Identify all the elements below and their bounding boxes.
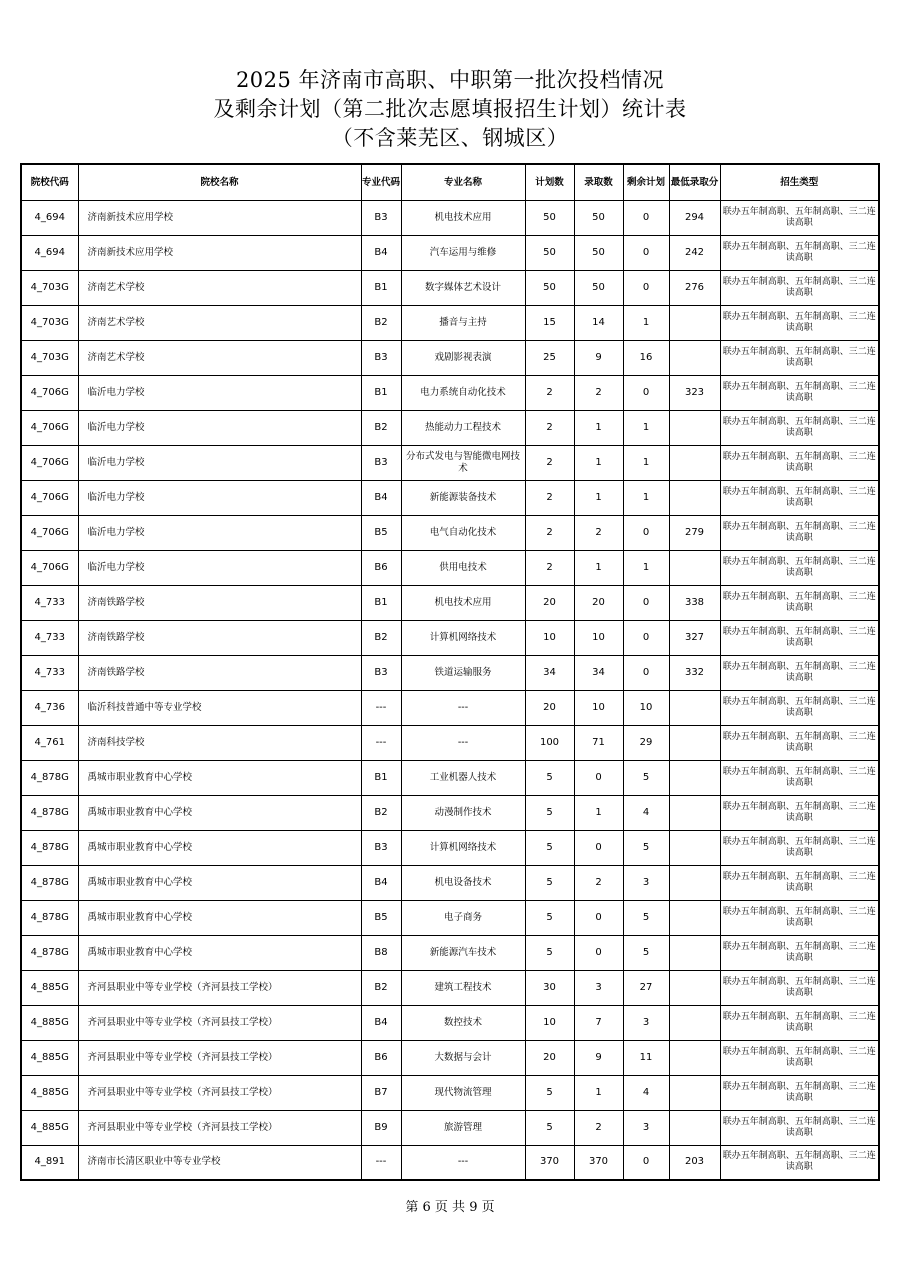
cell-major-code: B1: [361, 760, 401, 795]
cell-school-code: 4_878G: [21, 865, 78, 900]
cell-school-name: 禹城市职业教育中心学校: [78, 935, 361, 970]
cell-plan: 10: [525, 1005, 574, 1040]
cell-admitted: 1: [574, 410, 623, 445]
cell-plan: 5: [525, 935, 574, 970]
table-row: [21, 1005, 879, 1040]
cell-school-name: 禹城市职业教育中心学校: [78, 900, 361, 935]
cell-plan: 5: [525, 900, 574, 935]
cell-plan: 5: [525, 795, 574, 830]
cell-school-code: 4_885G: [21, 1110, 78, 1145]
cell-remaining: 0: [623, 200, 669, 235]
cell-major-name: ---: [401, 1145, 525, 1180]
cell-admitted: 50: [574, 235, 623, 270]
cell-school-name: 齐河县职业中等专业学校（齐河县技工学校）: [78, 1075, 361, 1110]
cell-major-code: ---: [361, 725, 401, 760]
cell-remaining: 1: [623, 410, 669, 445]
cell-min-score: [669, 445, 720, 480]
cell-remaining: 4: [623, 1075, 669, 1110]
cell-min-score: 332: [669, 655, 720, 690]
cell-plan: 370: [525, 1145, 574, 1180]
cell-school-name: 济南新技术应用学校: [78, 235, 361, 270]
cell-major-name: 机电设备技术: [401, 865, 525, 900]
cell-major-code: B3: [361, 655, 401, 690]
cell-min-score: [669, 725, 720, 760]
cell-type: 联办五年制高职、五年制高职、三二连读高职: [720, 760, 879, 795]
header-school-code: 院校代码: [21, 164, 78, 200]
cell-min-score: [669, 970, 720, 1005]
cell-major-code: B3: [361, 340, 401, 375]
cell-plan: 2: [525, 480, 574, 515]
cell-school-code: 4_706G: [21, 410, 78, 445]
cell-plan: 100: [525, 725, 574, 760]
cell-admitted: 1: [574, 480, 623, 515]
cell-major-code: B2: [361, 410, 401, 445]
cell-remaining: 11: [623, 1040, 669, 1075]
cell-min-score: [669, 305, 720, 340]
header-remaining: 剩余计划: [623, 164, 669, 200]
cell-school-code: 4_736: [21, 690, 78, 725]
cell-major-name: 建筑工程技术: [401, 970, 525, 1005]
cell-school-code: 4_878G: [21, 760, 78, 795]
header-type: 招生类型: [720, 164, 879, 200]
cell-school-name: 济南铁路学校: [78, 655, 361, 690]
header-school-name: 院校名称: [78, 164, 361, 200]
cell-remaining: 0: [623, 515, 669, 550]
cell-school-name: 济南艺术学校: [78, 340, 361, 375]
table-row: [21, 200, 879, 235]
cell-school-code: 4_733: [21, 620, 78, 655]
cell-major-code: B2: [361, 305, 401, 340]
cell-school-code: 4_703G: [21, 305, 78, 340]
table-row: [21, 760, 879, 795]
cell-type: 联办五年制高职、五年制高职、三二连读高职: [720, 270, 879, 305]
cell-school-code: 4_885G: [21, 1075, 78, 1110]
cell-school-name: 临沂科技普通中等专业学校: [78, 690, 361, 725]
cell-school-name: 临沂电力学校: [78, 480, 361, 515]
cell-min-score: [669, 865, 720, 900]
cell-min-score: [669, 830, 720, 865]
cell-admitted: 2: [574, 865, 623, 900]
cell-type: 联办五年制高职、五年制高职、三二连读高职: [720, 620, 879, 655]
cell-school-code: 4_885G: [21, 1005, 78, 1040]
cell-admitted: 71: [574, 725, 623, 760]
table-row: [21, 1040, 879, 1075]
cell-major-name: 计算机网络技术: [401, 620, 525, 655]
cell-min-score: 242: [669, 235, 720, 270]
cell-remaining: 5: [623, 935, 669, 970]
cell-min-score: 276: [669, 270, 720, 305]
cell-school-name: 临沂电力学校: [78, 410, 361, 445]
table-row: [21, 515, 879, 550]
cell-school-name: 济南市长清区职业中等专业学校: [78, 1145, 361, 1180]
cell-school-name: 济南艺术学校: [78, 305, 361, 340]
cell-min-score: 327: [669, 620, 720, 655]
cell-major-code: B2: [361, 970, 401, 1005]
cell-major-code: B4: [361, 1005, 401, 1040]
cell-admitted: 20: [574, 585, 623, 620]
cell-school-name: 济南科技学校: [78, 725, 361, 760]
cell-plan: 5: [525, 1075, 574, 1110]
cell-min-score: [669, 1110, 720, 1145]
cell-school-name: 禹城市职业教育中心学校: [78, 830, 361, 865]
document-title: [0, 66, 900, 153]
cell-major-name: 播音与主持: [401, 305, 525, 340]
cell-school-code: 4_878G: [21, 830, 78, 865]
cell-major-name: 铁道运输服务: [401, 655, 525, 690]
cell-school-name: 临沂电力学校: [78, 515, 361, 550]
cell-type: 联办五年制高职、五年制高职、三二连读高职: [720, 585, 879, 620]
table-row: [21, 1075, 879, 1110]
cell-school-name: 济南新技术应用学校: [78, 200, 361, 235]
title-line-2: 及剩余计划（第二批次志愿填报招生计划）统计表: [213, 97, 687, 121]
cell-plan: 10: [525, 620, 574, 655]
header-min-score: 最低录取分: [669, 164, 720, 200]
cell-plan: 5: [525, 830, 574, 865]
page-footer: [0, 1196, 900, 1215]
cell-school-name: 齐河县职业中等专业学校（齐河县技工学校）: [78, 1110, 361, 1145]
cell-min-score: [669, 1005, 720, 1040]
cell-school-code: 4_703G: [21, 270, 78, 305]
cell-major-name: 动漫制作技术: [401, 795, 525, 830]
table-row: [21, 900, 879, 935]
table-row: [21, 970, 879, 1005]
cell-school-code: 4_878G: [21, 935, 78, 970]
cell-min-score: 338: [669, 585, 720, 620]
cell-major-name: 新能源汽车技术: [401, 935, 525, 970]
cell-admitted: 9: [574, 340, 623, 375]
cell-major-code: B1: [361, 375, 401, 410]
cell-major-code: B1: [361, 270, 401, 305]
cell-school-code: 4_706G: [21, 480, 78, 515]
cell-type: 联办五年制高职、五年制高职、三二连读高职: [720, 725, 879, 760]
cell-admitted: 3: [574, 970, 623, 1005]
cell-type: 联办五年制高职、五年制高职、三二连读高职: [720, 200, 879, 235]
cell-remaining: 16: [623, 340, 669, 375]
cell-school-code: 4_706G: [21, 515, 78, 550]
cell-type: 联办五年制高职、五年制高职、三二连读高职: [720, 340, 879, 375]
header-major-name: 专业名称: [401, 164, 525, 200]
cell-remaining: 5: [623, 830, 669, 865]
cell-major-name: 电力系统自动化技术: [401, 375, 525, 410]
cell-major-name: ---: [401, 725, 525, 760]
cell-major-name: 新能源装备技术: [401, 480, 525, 515]
cell-remaining: 27: [623, 970, 669, 1005]
cell-major-code: B3: [361, 200, 401, 235]
cell-school-code: 4_733: [21, 655, 78, 690]
cell-admitted: 0: [574, 935, 623, 970]
cell-school-name: 临沂电力学校: [78, 550, 361, 585]
cell-plan: 2: [525, 550, 574, 585]
cell-type: 联办五年制高职、五年制高职、三二连读高职: [720, 235, 879, 270]
cell-type: 联办五年制高职、五年制高职、三二连读高职: [720, 445, 879, 480]
cell-major-name: 电气自动化技术: [401, 515, 525, 550]
cell-type: 联办五年制高职、五年制高职、三二连读高职: [720, 970, 879, 1005]
cell-major-name: 旅游管理: [401, 1110, 525, 1145]
cell-remaining: 1: [623, 550, 669, 585]
cell-school-code: 4_706G: [21, 550, 78, 585]
cell-remaining: 0: [623, 270, 669, 305]
cell-major-name: 电子商务: [401, 900, 525, 935]
table-row: [21, 480, 879, 515]
cell-type: 联办五年制高职、五年制高职、三二连读高职: [720, 865, 879, 900]
table-row: [21, 305, 879, 340]
table-row: [21, 830, 879, 865]
cell-school-name: 济南铁路学校: [78, 620, 361, 655]
cell-school-code: 4_733: [21, 585, 78, 620]
cell-plan: 30: [525, 970, 574, 1005]
title-line-3: （不含莱芜区、钢城区）: [331, 126, 569, 150]
cell-admitted: 0: [574, 830, 623, 865]
cell-major-name: 机电技术应用: [401, 200, 525, 235]
table-row: [21, 865, 879, 900]
cell-admitted: 370: [574, 1145, 623, 1180]
cell-major-name: ---: [401, 690, 525, 725]
cell-school-code: 4_891: [21, 1145, 78, 1180]
cell-remaining: 5: [623, 900, 669, 935]
cell-min-score: [669, 935, 720, 970]
cell-school-name: 济南铁路学校: [78, 585, 361, 620]
cell-major-name: 现代物流管理: [401, 1075, 525, 1110]
cell-school-name: 济南艺术学校: [78, 270, 361, 305]
cell-remaining: 0: [623, 585, 669, 620]
cell-admitted: 1: [574, 1075, 623, 1110]
cell-plan: 2: [525, 515, 574, 550]
cell-major-code: B4: [361, 865, 401, 900]
cell-type: 联办五年制高职、五年制高职、三二连读高职: [720, 1005, 879, 1040]
cell-school-code: 4_885G: [21, 1040, 78, 1075]
cell-plan: 20: [525, 585, 574, 620]
cell-type: 联办五年制高职、五年制高职、三二连读高职: [720, 1040, 879, 1075]
cell-major-code: B3: [361, 445, 401, 480]
cell-school-code: 4_694: [21, 200, 78, 235]
table-row: [21, 690, 879, 725]
cell-plan: 2: [525, 410, 574, 445]
cell-major-name: 机电技术应用: [401, 585, 525, 620]
cell-major-code: B5: [361, 900, 401, 935]
table-row: [21, 585, 879, 620]
cell-plan: 5: [525, 760, 574, 795]
cell-type: 联办五年制高职、五年制高职、三二连读高职: [720, 410, 879, 445]
cell-admitted: 14: [574, 305, 623, 340]
cell-major-code: B4: [361, 480, 401, 515]
table-row: [21, 340, 879, 375]
cell-school-name: 禹城市职业教育中心学校: [78, 795, 361, 830]
cell-remaining: 4: [623, 795, 669, 830]
cell-major-code: B3: [361, 830, 401, 865]
table-header-row: [21, 164, 879, 200]
cell-remaining: 3: [623, 1110, 669, 1145]
table-row: [21, 445, 879, 480]
cell-remaining: 3: [623, 865, 669, 900]
cell-major-code: ---: [361, 690, 401, 725]
cell-plan: 25: [525, 340, 574, 375]
cell-major-code: B7: [361, 1075, 401, 1110]
cell-min-score: 203: [669, 1145, 720, 1180]
cell-major-name: 数控技术: [401, 1005, 525, 1040]
cell-min-score: 279: [669, 515, 720, 550]
title-line-1: 2025 年济南市高职、中职第一批次投档情况: [235, 68, 665, 92]
cell-school-code: 4_694: [21, 235, 78, 270]
page-number: 第 6 页 共 9 页: [405, 1200, 495, 1215]
cell-major-name: 工业机器人技术: [401, 760, 525, 795]
cell-school-name: 齐河县职业中等专业学校（齐河县技工学校）: [78, 1040, 361, 1075]
cell-admitted: 9: [574, 1040, 623, 1075]
cell-major-code: B8: [361, 935, 401, 970]
cell-type: 联办五年制高职、五年制高职、三二连读高职: [720, 1075, 879, 1110]
cell-plan: 2: [525, 375, 574, 410]
cell-remaining: 0: [623, 375, 669, 410]
cell-plan: 50: [525, 270, 574, 305]
table-row: [21, 550, 879, 585]
cell-school-name: 临沂电力学校: [78, 445, 361, 480]
cell-admitted: 2: [574, 1110, 623, 1145]
cell-major-name: 计算机网络技术: [401, 830, 525, 865]
cell-major-code: B6: [361, 550, 401, 585]
cell-type: 联办五年制高职、五年制高职、三二连读高职: [720, 550, 879, 585]
cell-type: 联办五年制高职、五年制高职、三二连读高职: [720, 655, 879, 690]
cell-min-score: 294: [669, 200, 720, 235]
cell-admitted: 0: [574, 760, 623, 795]
cell-plan: 34: [525, 655, 574, 690]
cell-admitted: 2: [574, 375, 623, 410]
table-row: [21, 620, 879, 655]
cell-school-code: 4_885G: [21, 970, 78, 1005]
cell-type: 联办五年制高职、五年制高职、三二连读高职: [720, 1145, 879, 1180]
cell-major-code: B2: [361, 620, 401, 655]
cell-admitted: 50: [574, 270, 623, 305]
cell-admitted: 1: [574, 550, 623, 585]
cell-plan: 20: [525, 1040, 574, 1075]
cell-remaining: 0: [623, 235, 669, 270]
cell-admitted: 50: [574, 200, 623, 235]
cell-school-code: 4_706G: [21, 445, 78, 480]
cell-admitted: 10: [574, 690, 623, 725]
cell-min-score: [669, 1075, 720, 1110]
cell-admitted: 10: [574, 620, 623, 655]
cell-school-name: 齐河县职业中等专业学校（齐河县技工学校）: [78, 1005, 361, 1040]
cell-type: 联办五年制高职、五年制高职、三二连读高职: [720, 795, 879, 830]
cell-school-name: 临沂电力学校: [78, 375, 361, 410]
cell-school-name: 禹城市职业教育中心学校: [78, 760, 361, 795]
header-plan: 计划数: [525, 164, 574, 200]
cell-type: 联办五年制高职、五年制高职、三二连读高职: [720, 1110, 879, 1145]
cell-admitted: 0: [574, 900, 623, 935]
cell-admitted: 1: [574, 445, 623, 480]
cell-school-name: 禹城市职业教育中心学校: [78, 865, 361, 900]
cell-major-code: B1: [361, 585, 401, 620]
cell-major-code: ---: [361, 1145, 401, 1180]
cell-min-score: [669, 340, 720, 375]
cell-school-code: 4_703G: [21, 340, 78, 375]
cell-school-name: 齐河县职业中等专业学校（齐河县技工学校）: [78, 970, 361, 1005]
cell-plan: 5: [525, 1110, 574, 1145]
cell-type: 联办五年制高职、五年制高职、三二连读高职: [720, 480, 879, 515]
cell-school-code: 4_878G: [21, 900, 78, 935]
cell-min-score: [669, 690, 720, 725]
cell-remaining: 1: [623, 480, 669, 515]
cell-min-score: [669, 410, 720, 445]
table-row: [21, 1110, 879, 1145]
header-admitted: 录取数: [574, 164, 623, 200]
table-row: [21, 795, 879, 830]
cell-remaining: 0: [623, 620, 669, 655]
cell-min-score: [669, 480, 720, 515]
cell-type: 联办五年制高职、五年制高职、三二连读高职: [720, 375, 879, 410]
cell-admitted: 1: [574, 795, 623, 830]
cell-school-code: 4_761: [21, 725, 78, 760]
table-body: [21, 200, 879, 1180]
table-row: [21, 1145, 879, 1180]
table-row: [21, 270, 879, 305]
cell-major-code: B2: [361, 795, 401, 830]
cell-major-code: B4: [361, 235, 401, 270]
cell-plan: 50: [525, 235, 574, 270]
cell-type: 联办五年制高职、五年制高职、三二连读高职: [720, 935, 879, 970]
cell-plan: 50: [525, 200, 574, 235]
table-row: [21, 410, 879, 445]
cell-plan: 5: [525, 865, 574, 900]
cell-major-name: 供用电技术: [401, 550, 525, 585]
cell-min-score: [669, 1040, 720, 1075]
cell-type: 联办五年制高职、五年制高职、三二连读高职: [720, 900, 879, 935]
cell-type: 联办五年制高职、五年制高职、三二连读高职: [720, 690, 879, 725]
cell-remaining: 1: [623, 305, 669, 340]
admission-table: [20, 163, 880, 1181]
cell-min-score: [669, 760, 720, 795]
table-row: [21, 725, 879, 760]
cell-min-score: [669, 795, 720, 830]
cell-remaining: 10: [623, 690, 669, 725]
cell-major-name: 汽车运用与维修: [401, 235, 525, 270]
cell-remaining: 3: [623, 1005, 669, 1040]
table-row: [21, 655, 879, 690]
cell-major-code: B9: [361, 1110, 401, 1145]
cell-min-score: [669, 900, 720, 935]
cell-min-score: 323: [669, 375, 720, 410]
table-row: [21, 375, 879, 410]
cell-major-name: 分布式发电与智能微电网技术: [401, 445, 525, 480]
table-row: [21, 235, 879, 270]
cell-plan: 15: [525, 305, 574, 340]
cell-remaining: 0: [623, 1145, 669, 1180]
cell-type: 联办五年制高职、五年制高职、三二连读高职: [720, 515, 879, 550]
cell-major-name: 大数据与会计: [401, 1040, 525, 1075]
cell-admitted: 34: [574, 655, 623, 690]
cell-school-code: 4_706G: [21, 375, 78, 410]
cell-type: 联办五年制高职、五年制高职、三二连读高职: [720, 305, 879, 340]
cell-plan: 20: [525, 690, 574, 725]
table-row: [21, 935, 879, 970]
cell-major-code: B5: [361, 515, 401, 550]
cell-major-name: 数字媒体艺术设计: [401, 270, 525, 305]
cell-remaining: 5: [623, 760, 669, 795]
cell-admitted: 2: [574, 515, 623, 550]
cell-type: 联办五年制高职、五年制高职、三二连读高职: [720, 830, 879, 865]
cell-major-name: 热能动力工程技术: [401, 410, 525, 445]
cell-min-score: [669, 550, 720, 585]
cell-major-code: B6: [361, 1040, 401, 1075]
cell-remaining: 1: [623, 445, 669, 480]
header-major-code: 专业代码: [361, 164, 401, 200]
cell-plan: 2: [525, 445, 574, 480]
cell-admitted: 7: [574, 1005, 623, 1040]
cell-remaining: 29: [623, 725, 669, 760]
cell-school-code: 4_878G: [21, 795, 78, 830]
cell-major-name: 戏剧影视表演: [401, 340, 525, 375]
cell-remaining: 0: [623, 655, 669, 690]
